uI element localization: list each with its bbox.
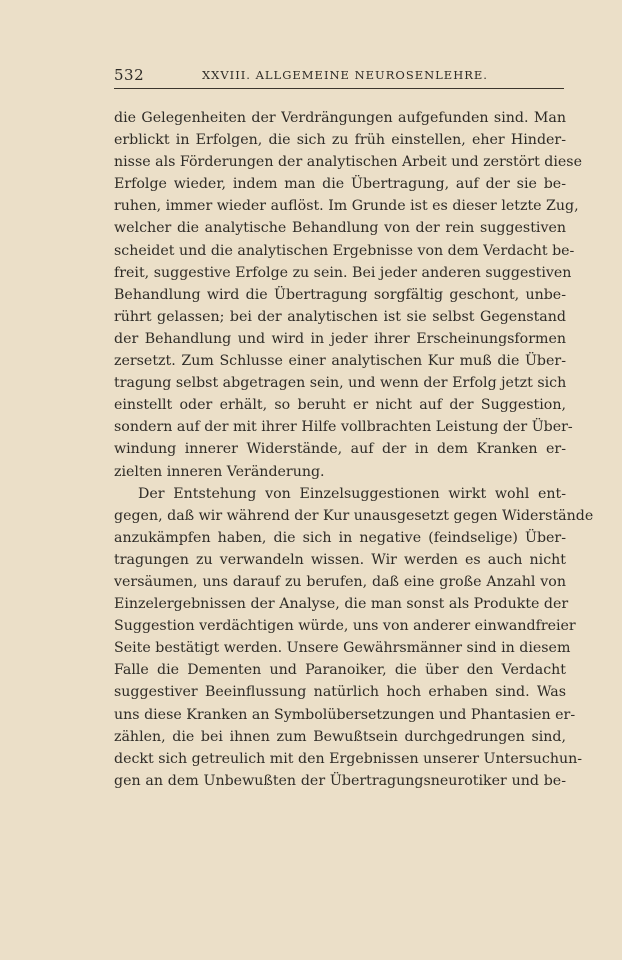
header-rule — [114, 88, 564, 89]
text-line: gen an dem Unbewußten der Übertragungsneurotiker und be- — [114, 772, 566, 789]
text-line: rührt gelassen; bei der analytischen ist sie selbst Gegenstand — [114, 308, 566, 325]
text-line: ruhen, immer wieder auflöst. Im Grunde ist es dieser letzte Zug, — [114, 198, 579, 215]
text-line: uns diese Kranken an Symbolübersetzungen und Phantasien er- — [114, 706, 576, 723]
text-line: freit, suggestive Erfolge zu sein. Bei jeder anderen suggestiven — [114, 264, 572, 281]
page-header — [114, 66, 562, 86]
page-number: 532 — [114, 66, 145, 84]
text-line: gegen, daß wir während der Kur unausgesetzt gegen Widerstände — [114, 507, 594, 524]
text-line: Suggestion verdächtigen würde, uns von anderer einwandfreier — [114, 618, 576, 635]
text-line: anzukämpfen haben, die sich in negative (feindselige) Über- — [114, 529, 566, 546]
text-line: sondern auf der mit ihrer Hilfe vollbrachten Leistung der Über- — [114, 419, 573, 436]
text-line: Der Entstehung von Einzelsuggestionen wirkt wohl ent- — [138, 485, 566, 502]
text-line: windung innerer Widerstände, auf der in dem Kranken er- — [114, 441, 566, 458]
text-line: zielten inneren Veränderung. — [114, 463, 325, 480]
running-head: XXVIII. ALLGEMEINE NEUROSENLEHRE. — [202, 68, 488, 82]
text-line: die Gelegenheiten der Verdrängungen aufgefunden sind. Man — [114, 110, 566, 126]
text-line: deckt sich getreulich mit den Ergebnissen unserer Untersuchun- — [114, 750, 583, 767]
text-line: Seite bestätigt werden. Unsere Gewährsmänner sind in diesem — [114, 640, 571, 657]
text-line: tragungen zu verwandeln wissen. Wir werden es auch nicht — [114, 551, 566, 568]
text-line: erblickt in Erfolgen, die sich zu früh einstellen, eher Hinder- — [114, 132, 566, 149]
text-line: Einzelergebnissen der Analyse, die man sonst als Produkte der — [114, 596, 569, 613]
text-line: suggestiver Beeinflussung natürlich hoch erhaben sind. Was — [114, 684, 566, 701]
text-line: versäumen, uns darauf zu berufen, daß eine große Anzahl von — [114, 573, 566, 590]
body-text — [114, 107, 594, 792]
text-line: tragung selbst abgetragen sein, und wenn der Erfolg jetzt sich — [114, 375, 567, 392]
text-line: Falle die Dementen und Paranoiker, die über den Verdacht — [114, 662, 566, 679]
text-line: zersetzt. Zum Schlusse einer analytischen Kur muß die Über- — [114, 353, 566, 370]
text-line: scheidet und die analytischen Ergebnisse von dem Verdacht be- — [114, 242, 575, 259]
text-line: Erfolge wieder, indem man die Übertragung, auf der sie be- — [114, 176, 566, 193]
text-line: einstellt oder erhält, so beruht er nicht auf der Suggestion, — [114, 397, 566, 414]
text-line: Behandlung wird die Übertragung sorgfältig geschont, unbe- — [114, 286, 566, 303]
text-line: nisse als Förderungen der analytischen Arbeit und zerstört diese — [114, 154, 582, 171]
text-line: welcher die analytische Behandlung von der rein suggestiven — [114, 220, 566, 237]
text-line: der Behandlung und wird in jeder ihrer Erscheinungsformen — [114, 330, 566, 347]
text-line: zählen, die bei ihnen zum Bewußtsein durchgedrungen sind, — [114, 728, 566, 745]
